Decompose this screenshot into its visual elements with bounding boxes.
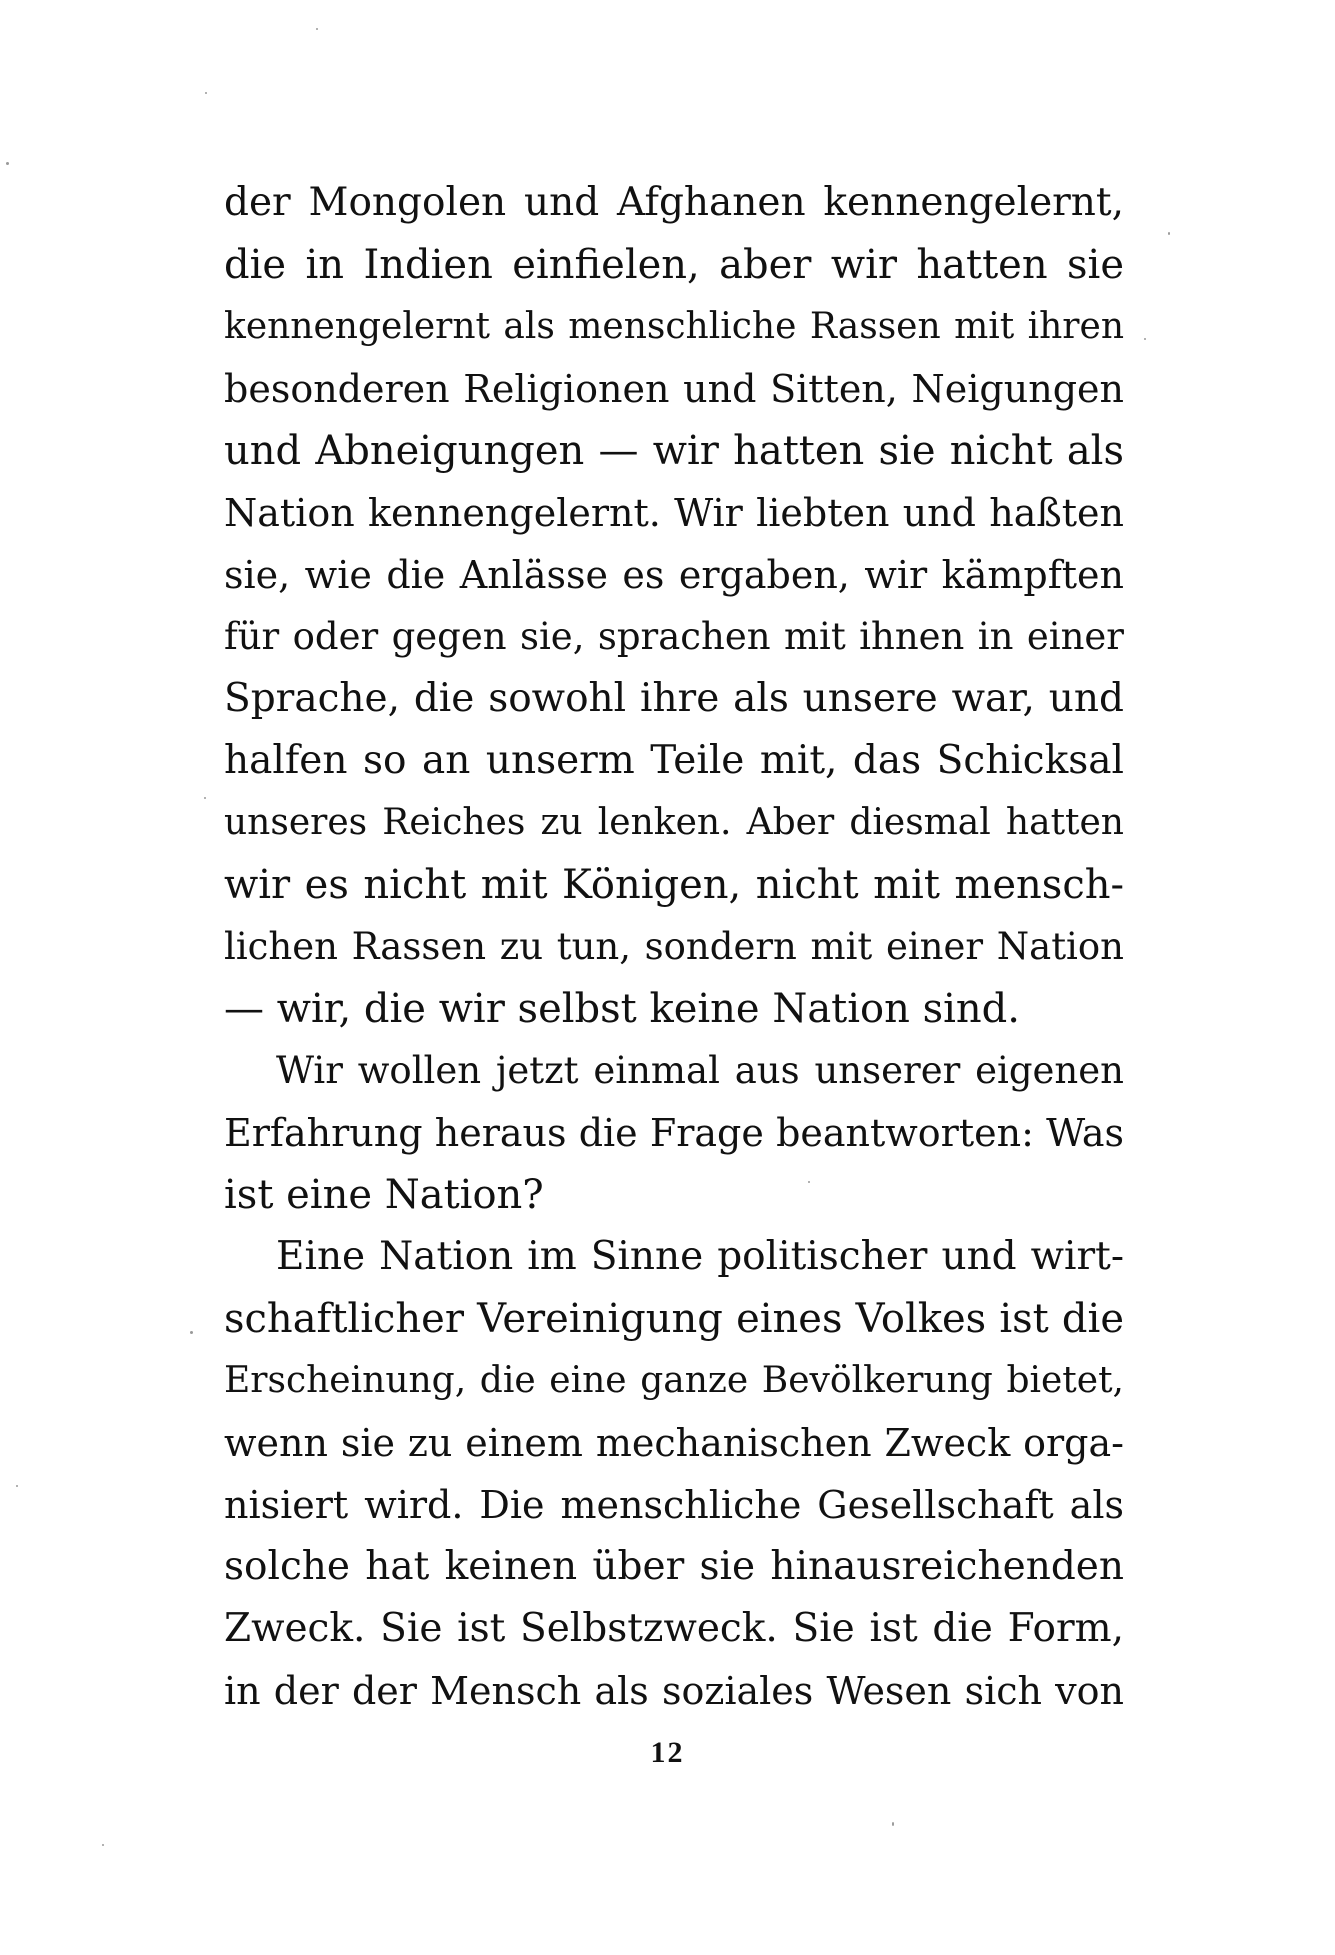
text-line: wir es nicht mit Königen, nicht mit mensch- bbox=[224, 862, 1124, 908]
text-line: und Abneigungen — wir hatten sie nicht als bbox=[224, 428, 1124, 474]
text-line: kennengelernt als menschliche Rassen mit ihren bbox=[224, 306, 1124, 347]
text-line: Zweck. Sie ist Selbstzweck. Sie ist die Form, bbox=[224, 1606, 1124, 1651]
text-line: in der der Mensch als soziales Wesen sich von bbox=[224, 1669, 1124, 1713]
text-line: unseres Reiches zu lenken. Aber diesmal hatten bbox=[224, 802, 1124, 843]
scan-speck bbox=[205, 92, 207, 94]
scan-speck bbox=[316, 28, 318, 30]
scan-speck bbox=[16, 1485, 18, 1487]
text-line: für oder gegen sie, sprachen mit ihnen in einer bbox=[224, 615, 1124, 658]
text-line: besonderen Religionen und Sitten, Neigungen bbox=[224, 367, 1124, 411]
text-line: Erscheinung, die eine ganze Bevölkerung bietet, bbox=[224, 1360, 1124, 1401]
scan-speck bbox=[204, 797, 206, 799]
text-line: sie, wie die Anlässe es ergaben, wir kämpften bbox=[224, 553, 1124, 597]
scan-speck bbox=[102, 1844, 104, 1846]
scan-speck bbox=[808, 1181, 810, 1183]
scan-speck bbox=[6, 162, 9, 165]
text-line: Sprache, die sowohl ihre als unsere war, und bbox=[224, 676, 1124, 721]
body-text bbox=[224, 172, 1124, 1722]
text-line: solche hat keinen über sie hinausreichenden bbox=[224, 1544, 1124, 1589]
scan-speck bbox=[892, 1822, 894, 1826]
page-number: 12 bbox=[650, 1736, 685, 1769]
text-line: der Mongolen und Afghanen kennengelernt, bbox=[224, 180, 1124, 225]
text-line: — wir, die wir selbst keine Nation sind. bbox=[224, 986, 1020, 1032]
text-line: Nation kennengelernt. Wir liebten und haßten bbox=[224, 491, 1124, 535]
text-line: halfen so an unserm Teile mit, das Schicksal bbox=[224, 738, 1124, 783]
text-line: Erfahrung heraus die Frage beantworten: Was bbox=[224, 1111, 1124, 1155]
text-line: schaftlicher Vereinigung eines Volkes ist die bbox=[224, 1296, 1124, 1342]
text-line: ist eine Nation? bbox=[224, 1172, 544, 1218]
text-line: die in Indien einfielen, aber wir hatten sie bbox=[224, 242, 1124, 288]
scan-speck bbox=[1168, 232, 1170, 235]
text-line: wenn sie zu einem mechanischen Zweck orga- bbox=[224, 1421, 1124, 1465]
text-line: Eine Nation im Sinne politischer und wirt- bbox=[276, 1234, 1124, 1279]
text-line: lichen Rassen zu tun, sondern mit einer Nation bbox=[224, 925, 1124, 968]
scan-speck bbox=[190, 1331, 193, 1334]
text-line: nisiert wird. Die menschliche Gesellschaft als bbox=[224, 1483, 1124, 1527]
scan-speck bbox=[1144, 338, 1146, 340]
text-line: Wir wollen jetzt einmal aus unserer eigenen bbox=[276, 1049, 1124, 1092]
